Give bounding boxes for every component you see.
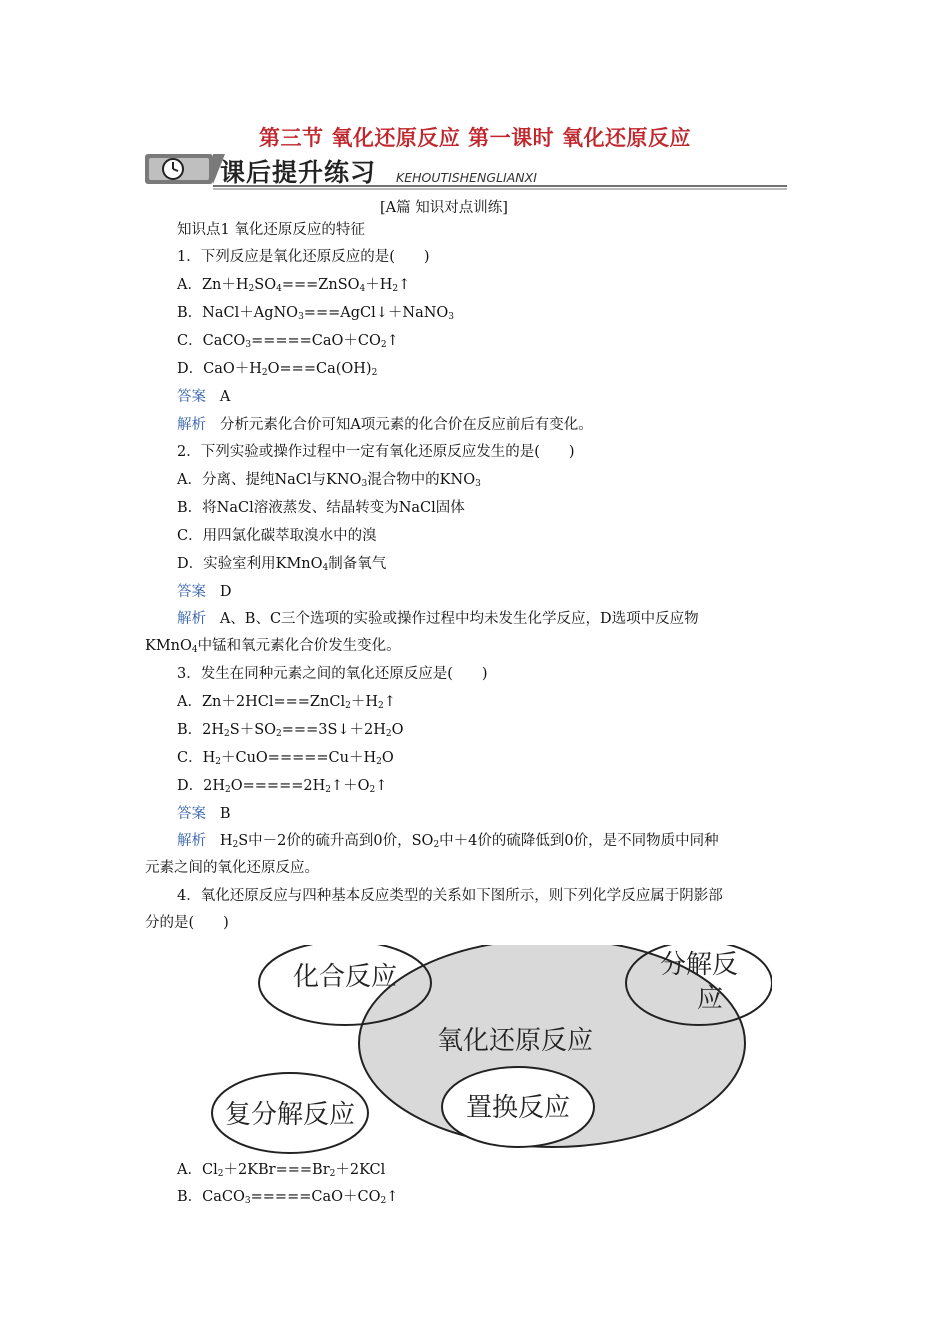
banner-subtitle: KEHOUTISHENGLIANXI [396, 170, 537, 185]
q1-option-c: C．$CaCO_3=====CaO+CO_2↑$ [177, 333, 399, 350]
q3-option-d: D．$2H_2O=====2H_2↑+O_2↑$ [177, 778, 388, 795]
q4-option-a: A．$Cl_2+2KBr===Br_2+2KCl$ [177, 1162, 386, 1179]
q1-explanation: 解析 分析元素化合价可知A项元素的化合价在反应前后有变化。 [177, 417, 593, 433]
q1-stem: 1．下列反应是氧化还原反应的是( ) [177, 249, 430, 265]
q3-option-c: C．$H_2+CuO=====Cu+H_2O$ [177, 750, 394, 767]
q1-answer: 答案 A [177, 389, 231, 405]
knowledge-point: 知识点1 氧化还原反应的特征 [177, 222, 365, 238]
page-title: 第三节 氧化还原反应 第一课时 氧化还原反应 [259, 126, 691, 150]
q3-explanation-cont: 元素之间的氧化还原反应。 [145, 860, 319, 876]
q3-option-a: A．$Zn+2HCl===ZnCl_2+H_2↑$ [177, 694, 396, 711]
q4-option-b: B．$CaCO_3=====CaO+CO_2↑$ [177, 1189, 399, 1206]
q2-answer: 答案 D [177, 584, 232, 600]
q1-option-b: B．NaCl＋AgNO$_3$===AgCl↓＋NaNO$_3$ [177, 305, 455, 322]
q1-option-d: D．$CaO+H_2O===Ca(OH)_2$ [177, 361, 378, 378]
q4-stem: 4．氧化还原反应与四种基本反应类型的关系如下图所示，则下列化学反应属于阴影部 [177, 888, 723, 904]
label-redox: 氧化还原反应 [436, 1026, 594, 1056]
q2-option-c: C．用四氯化碳萃取溴水中的溴 [177, 528, 377, 544]
q2-option-d: D．实验室利用KMnO$_4$制备氧气 [177, 556, 387, 573]
section-heading: [A篇 知识对点训练] [380, 200, 508, 216]
q2-option-a: A．分离、提纯NaCl与$KNO_3$混合物中的$KNO_3$ [177, 472, 481, 489]
q3-option-b: B．$2H_2S+SO_2===3S↓+2H_2O$ [177, 722, 404, 739]
label-decomposition-1: 分解反 [659, 950, 739, 980]
q1-option-a: A．$Zn+H_2SO_4===ZnSO_4+H_2↑$ [177, 277, 411, 294]
label-combination: 化合反应 [292, 962, 398, 992]
banner-title: 课后提升练习 [220, 158, 377, 187]
label-displacement: 置换反应 [465, 1093, 571, 1123]
q2-option-b: B．将NaCl溶液蒸发、结晶转变为NaCl固体 [177, 500, 465, 516]
label-double-decomposition: 复分解反应 [224, 1100, 356, 1130]
q3-answer: 答案 B [177, 806, 231, 822]
q3-explanation: 解析 $H_2S$中－2价的硫升高到0价，$SO_2$中＋4价的硫降低到0价，是不同物质中同种 [177, 833, 719, 850]
q2-explanation-cont: KMnO$_4$中锰和氧元素化合价发生变化。 [145, 638, 401, 655]
q3-stem: 3．发生在同种元素之间的氧化还原反应是( ) [177, 666, 488, 682]
clock-icon [163, 159, 183, 179]
q2-explanation: 解析 A、B、C三个选项的实验或操作过程中均未发生化学反应，D选项中反应物 [177, 611, 699, 627]
venn-diagram [210, 945, 772, 1155]
q4-stem-cont: 分的是( ) [145, 915, 229, 931]
q2-stem: 2．下列实验或操作过程中一定有氧化还原反应发生的是( ) [177, 444, 575, 460]
label-decomposition-2: 应 [696, 984, 724, 1014]
